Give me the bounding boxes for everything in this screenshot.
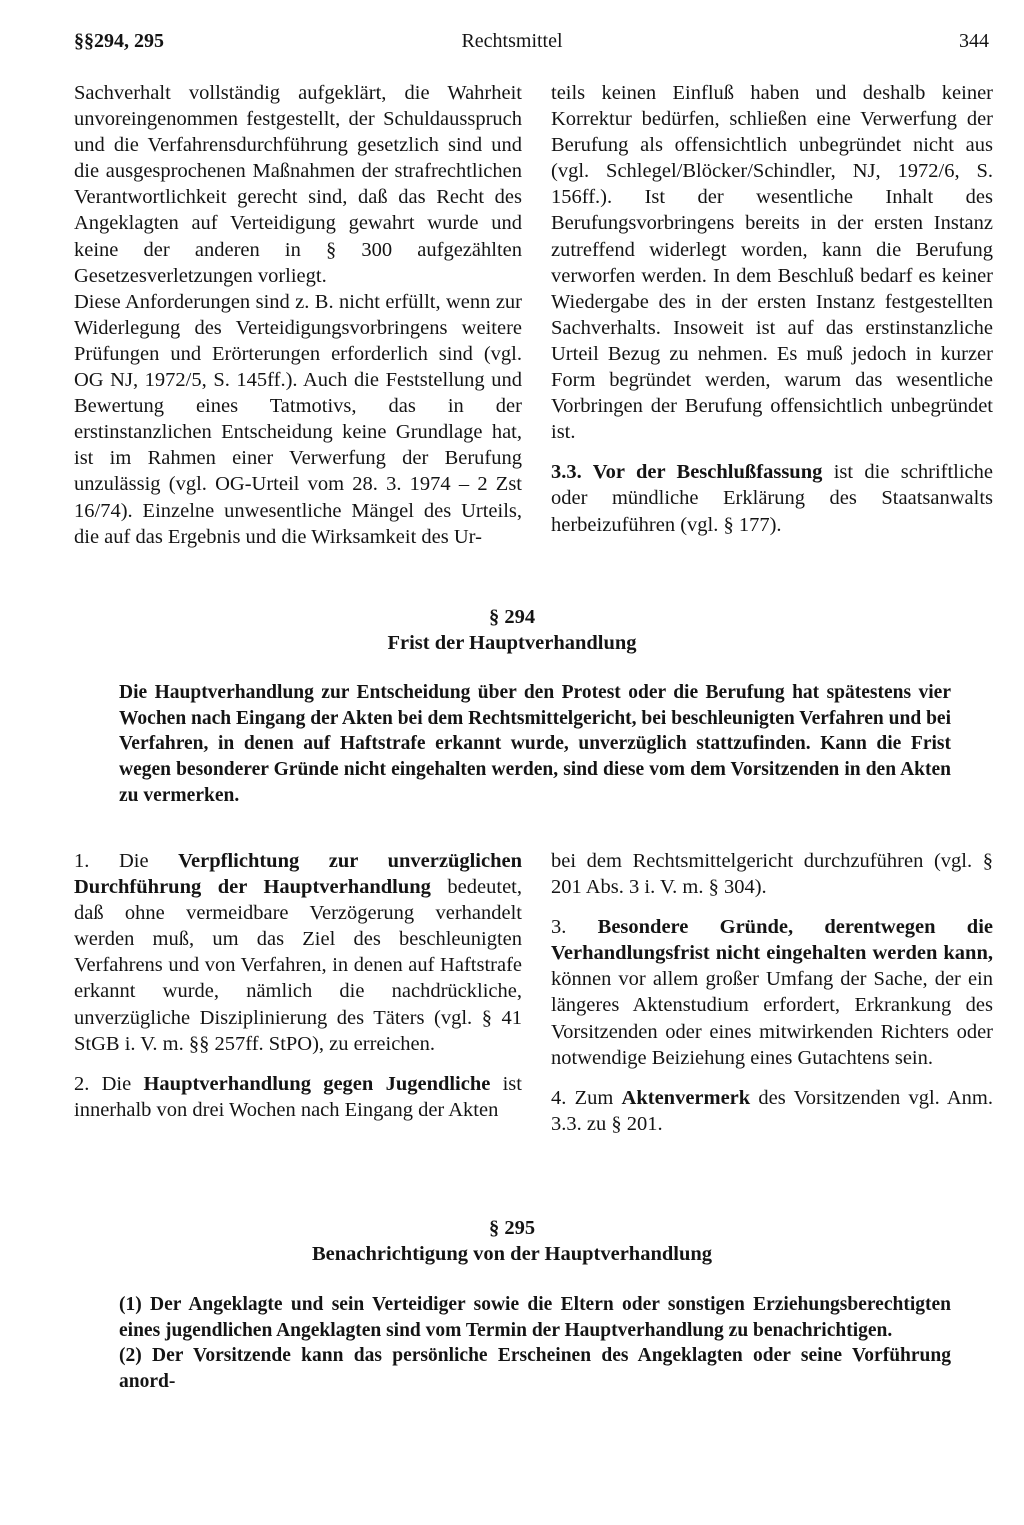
commentary-paragraph: Diese Anforderungen sind z. B. nicht erfüllt, wenn zur Widerlegung des Verteidigungsvorbringens weitere Prüfungen und Erörterungen erforderlich sind (vgl. OG NJ, 1972/5, S. 145ff.). Auch die Feststellung und Bewertung eines Tatmotivs, das in der erstinstanzlichen Entscheidung keine Grundlage hat, ist im Rahmen einer Verwerfung der Berufung unzulässig (vgl. OG-Urteil vom 28. 3. 1974 – 2 Zst 16/74). Einzelne unwesentliche Mängel des Urteils, die auf das Ergebnis und die Wirksamkeit des Ur- [74,290,522,548]
law-paragraph: (1) Der Angeklagte und sein Verteidiger sowie die Eltern oder sonstigen Erziehungsberechtigten eines jugendlichen Angeklagten sind vom Termin der Hauptverhandlung zu benachrichtigen. [119,1294,951,1341]
note-text: des Vorsitzenden vgl. Anm. 3.3. zu § 201. [551,1086,993,1135]
running-header-sections: §§294, 295 [74,30,164,52]
note-lead: Hauptverhandlung gegen Jugendliche [143,1072,491,1095]
commentary-paragraph: teils keinen Einfluß haben und deshalb keiner Korrektur bedürfen, schließen eine Verwerfung der Berufung als offensichtlich unbegründet nicht aus (vgl. Schlegel/Blöcker/Schindler, NJ, 1972/6, S. 156ff.). Ist der wesentliche Inhalt des Berufungsvorbringens bereits in der ersten Instanz zutreffend widerlegt worden, kann die Berufung verworfen werden. In dem Beschluß bedarf es keiner Wiedergabe des in der ersten Instanz festgestellten Sachverhalts. Insoweit ist auf das erstinstanzliche Urteil Bezug zu nehmen. Es muß jedoch in kurzer Form begründet werden, warum das wesentliche Vorbringen der Berufung offensichtlich unbegründet ist. [551,82,993,444]
note-number: 1. Die [74,850,179,872]
note-1 [74,848,522,1057]
note-4 [551,1085,993,1137]
note-text: ist innerhalb von drei Wochen nach Eingang der Akten [74,1072,522,1121]
note-number: 4. Zum [551,1086,622,1109]
section-295-law-text [119,1292,951,1395]
note-3 [551,914,993,1071]
commentary-right-column [551,80,993,538]
commentary-note-3-3 [551,459,993,537]
section-294-law-text [119,680,951,809]
note-text: bedeutet, daß ohne vermeidbare Verzögerung verhandelt werden muß, um das Ziel des beschleunigten Verfahrens und von Verfahren, in denen auf Haftstrafe erkannt wurde, nämlich die nachdrückliche, unverzügliche Disziplinierung des Täters (vgl. § 41 StGB i. V. m. §§ 257ff. StPO), zu erreichen. [74,876,522,1055]
page-number: 344 [959,30,989,52]
note-number: 2. Die [74,1072,144,1095]
law-paragraph: Die Hauptverhandlung zur Entscheidung über den Protest oder die Berufung hat spätestens vier Wochen nach Eingang der Akten bei dem Rechtsmittelgericht, bei beschleunigten Verfahren und bei Verfahren, in denen auf Haftstrafe erkannt wurde, unverzüglich stattzufinden. Kann die Frist wegen besonderer Gründe nicht eingehalten werden, sind diese vom dem Vorsitzenden in den Akten zu vermerken. [119,682,951,806]
section-294-number: § 294 [488,606,536,628]
note-lead: Aktenvermerk [621,1086,751,1109]
note-lead: Verpflichtung zur unverzüglichen Durchführung der Hauptverhandlung [74,850,522,899]
notes-right-column [551,848,993,1137]
running-header-title: Rechtsmittel [461,30,563,52]
law-paragraph: (2) Der Vorsitzende kann das persönliche Erscheinen des Angeklagten oder seine Vorführung anord- [119,1345,951,1393]
note-lead: 3.3. Vor der Beschlußfassung [551,461,823,484]
section-295-title: Benachrichtigung von der Hauptverhandlung [311,1243,713,1265]
notes-left-column [74,848,522,1123]
commentary-paragraph: Sachverhalt vollständig aufgeklärt, die Wahrheit unvoreingenommen festgestellt, der Schuldausspruch und die Verfahrensdurchführung gesetzlich sind und die ausgesprochenen Maßnahmen der strafrechtlichen Verantwortlichkeit gerecht sind, daß das Recht des Angeklagten auf Verteidigung gewahrt wurde und keine der anderen in § 300 aufgezählten Gesetzesverletzungen vorliegt. [74,82,522,287]
section-295-number: § 295 [488,1217,536,1239]
note-lead: Besondere Gründe, derentwegen die Verhandlungsfrist nicht eingehalten werden kann, [551,916,994,965]
commentary-left-column [74,80,522,550]
note-text: ist die schriftliche oder mündliche Erklärung des Staatsanwalts herbeizuführen (vgl. § 177). [551,461,993,536]
note-2 [74,1071,522,1123]
note-number: 3. [551,916,598,939]
section-294-title: Frist der Hauptverhandlung [387,632,637,654]
note-2-continued: bei dem Rechtsmittelgericht durchzuführen (vgl. § 201 Abs. 3 i. V. m. § 304). [551,850,993,899]
note-text: können vor allem großer Umfang der Sache, der ein längeres Aktenstudium erfordert, Erkrankung des Vorsitzenden oder eines mitwirkenden Richters oder notwendige Beiziehung eines Gutachtens sein. [551,968,993,1069]
